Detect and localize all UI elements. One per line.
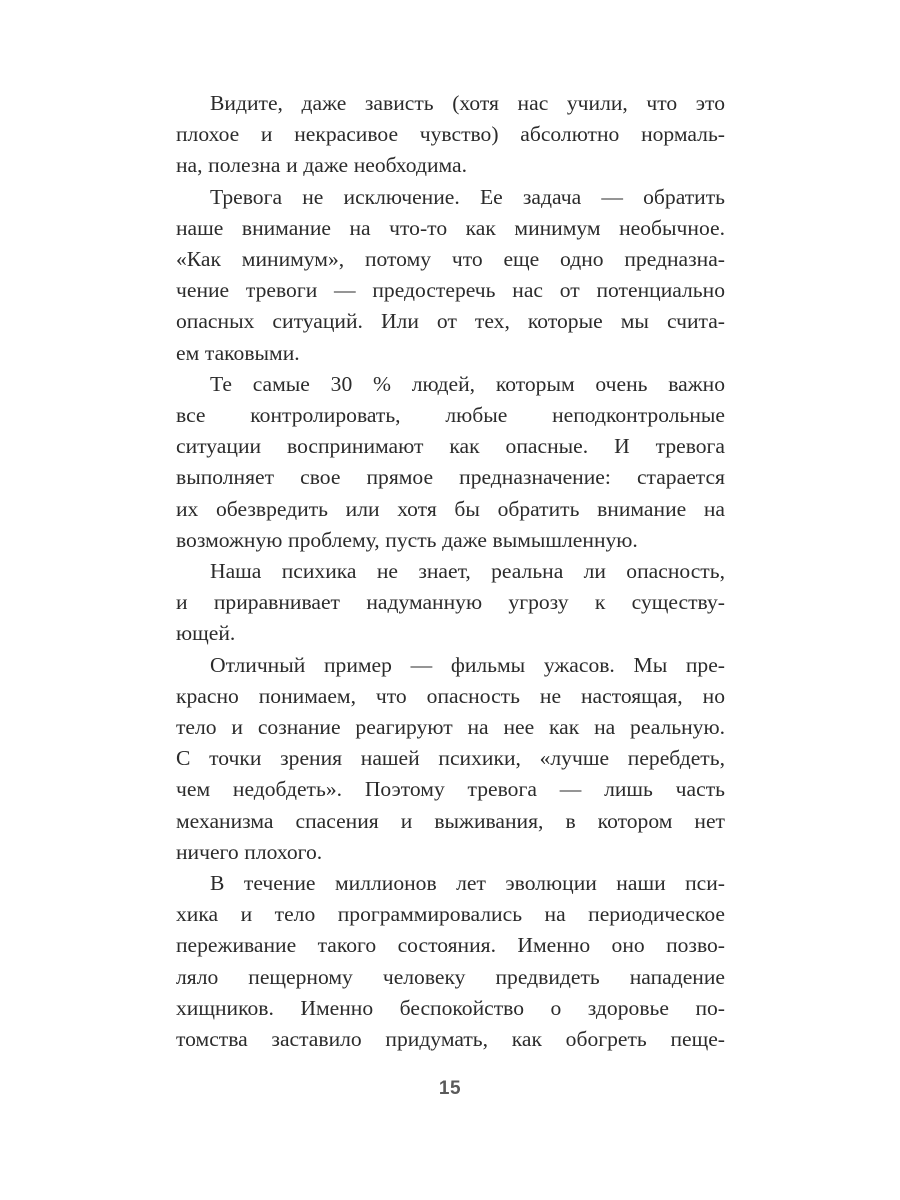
text-line: «Как минимум», потому что еще одно предназна- — [176, 247, 725, 272]
text-line: все контролировать, любые неподконтрольные — [176, 403, 725, 428]
text-line: хика и тело программировались на периодическое — [176, 902, 725, 927]
page-number: 15 — [438, 1078, 462, 1099]
text-line: чение тревоги — предостеречь нас от потенциально — [176, 278, 725, 303]
text-line: Те самые 30 % людей, которым очень важно — [210, 371, 725, 396]
text-line: Наша психика не знает, реальна ли опасность, — [210, 559, 725, 584]
text-line: выполняет свое прямое предназначение: старается — [176, 465, 725, 490]
text-line: тело и сознание реагируют на нее как на реальную. — [176, 715, 725, 740]
text-line: ющей. — [176, 621, 236, 646]
body-text-column — [176, 88, 725, 1055]
paragraph — [176, 369, 725, 556]
text-line: и приравнивает надуманную угрозу к существу- — [176, 590, 725, 615]
paragraph — [176, 868, 725, 1055]
text-line: опасных ситуаций. Или от тех, которые мы счита- — [176, 309, 725, 334]
text-line: плохое и некрасивое чувство) абсолютно нормаль- — [176, 122, 725, 147]
text-line: ляло пещерному человеку предвидеть нападение — [176, 964, 725, 989]
paragraph — [176, 88, 725, 182]
paragraph — [176, 182, 725, 369]
text-line: наше внимание на что-то как минимум необычное. — [176, 215, 725, 240]
text-line: красно понимаем, что опасность не настоящая, но — [176, 683, 725, 708]
text-line: их обезвредить или хотя бы обратить внимание на — [176, 496, 725, 521]
text-line: ем таковыми. — [176, 340, 300, 365]
text-line: чем недобдеть». Поэтому тревога — лишь часть — [176, 777, 725, 802]
text-line: хищников. Именно беспокойство о здоровье по- — [176, 995, 725, 1020]
text-line: Отличный пример — фильмы ужасов. Мы пре- — [210, 652, 725, 677]
text-line: Видите, даже зависть (хотя нас учили, что это — [210, 91, 725, 115]
text-line: ничего плохого. — [176, 839, 323, 864]
text-line: возможную проблему, пусть даже вымышленную. — [176, 527, 638, 552]
paragraph — [176, 556, 725, 650]
text-line: переживание такого состояния. Именно оно позво- — [176, 933, 725, 958]
text-line: С точки зрения нашей психики, «лучше перебдеть, — [176, 746, 725, 771]
text-line: механизма спасения и выживания, в котором нет — [176, 808, 725, 833]
text-line: томства заставило придумать, как обогреть пеще- — [176, 1027, 725, 1052]
text-line: В течение миллионов лет эволюции наши пси- — [210, 871, 725, 896]
text-line: Тревога не исключение. Ее задача — обратить — [210, 184, 725, 209]
text-line: на, полезна и даже необходима. — [176, 153, 467, 178]
text-line: ситуации воспринимают как опасные. И тревога — [176, 434, 725, 459]
paragraph — [176, 650, 725, 868]
